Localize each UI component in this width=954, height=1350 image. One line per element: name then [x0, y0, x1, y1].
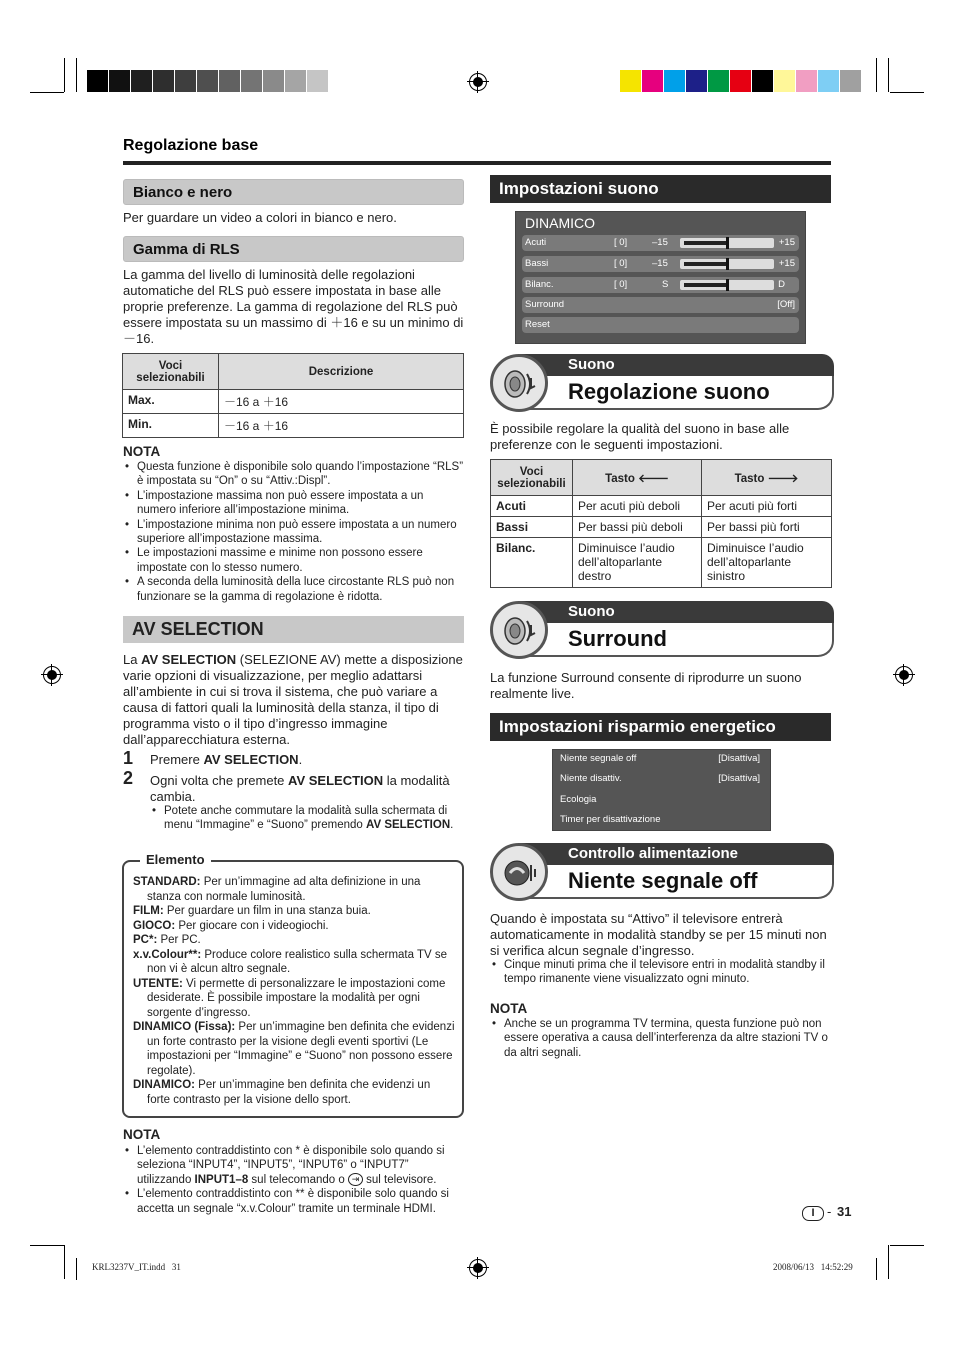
color-swatch [109, 70, 131, 92]
av-notes [123, 1144, 464, 1216]
file-slug: KRL3237V_IT.indd 31 [92, 1262, 181, 1272]
crop-mark [30, 92, 64, 93]
color-swatch [263, 70, 285, 92]
color-swatch [175, 70, 197, 92]
table-cell: －16 a ＋16 [219, 414, 464, 438]
osd-slider [680, 238, 774, 248]
osd-value: [ 0] [614, 258, 628, 269]
color-swatch [197, 70, 219, 92]
heading-av-selection: AV SELECTION [123, 616, 464, 643]
color-swatch [818, 70, 840, 92]
osd-label: Reset [525, 319, 550, 330]
crop-mark [876, 58, 877, 92]
color-swatch [752, 70, 774, 92]
nota-label: NOTA [123, 444, 161, 459]
osd-label: Bilanc. [525, 279, 554, 290]
subheading-gamma-rls: Gamma di RLS [123, 236, 464, 262]
table-cell: Per acuti più forti [702, 496, 832, 517]
arrow-right-icon: 🡒 [767, 472, 799, 485]
sound-table [490, 459, 832, 588]
osd-row-bilanc [522, 277, 799, 293]
osd-min: S [662, 279, 669, 290]
registration-mark-icon [469, 73, 487, 91]
nota-label: NOTA [123, 1127, 161, 1142]
color-swatch [642, 70, 664, 92]
osd-row: Niente segnale off [Disattiva] [560, 753, 760, 764]
list-item: • Potete anche commutare la modalità sulla schermata di menu “Immagine” e “Suono” premendo AV SELECTION. [150, 804, 464, 833]
gamma-notes [123, 460, 464, 604]
osd-sound-menu [515, 211, 806, 344]
table-cell: Bassi [491, 517, 573, 538]
registration-mark-icon [895, 666, 913, 684]
osd-row: Timer per disattivazione [560, 814, 661, 825]
color-swatch [796, 70, 818, 92]
list-item: FILM: Per guardare un film in una stanza buia. [133, 905, 371, 917]
list-item: • Anche se un programma TV termina, questa funzione può non essere operativa a causa dell’interferenza da altre stazioni TV o da altri segnali. [490, 1017, 831, 1060]
reg-suono-text: È possibile regolare la qualità del suono in base alle preferenze con le seguenti impostazioni. [490, 421, 790, 452]
language-badge: I [802, 1206, 824, 1221]
pill-title: Surround [518, 623, 834, 657]
list-item: • L’elemento contraddistinto con ** è disponibile solo quando si accetta un segnale “x.v.Colour” tramite un terminale HDMI. [123, 1187, 464, 1216]
print-date: 2008/06/13 14:52:29 [773, 1262, 853, 1272]
table-cell: Diminuisce l’audio dell’altoparlante destro [573, 538, 702, 588]
list-item: DINAMICO (Fissa): Per un’immagine ben definita che evidenzi un forte contrasto per la visione degli eventi sportivi (Le impostazioni per “Immagine” e “Suono” non possono essere regolate). [133, 1021, 455, 1077]
list-item: • L’impostazione massima non può essere impostata a un numero inferiore all’impostazione minima. [123, 489, 464, 518]
color-swatch [686, 70, 708, 92]
pill-title: Niente segnale off [518, 865, 834, 899]
table-header: Voci selezionabili [491, 460, 573, 496]
gray-calibration-bar [87, 70, 351, 92]
table-cell: Per bassi più deboli [573, 517, 702, 538]
gamma-text: La gamma del livello di luminosità delle regolazioni automatiche del RLS può essere impostata in base alle proprie preferenze. La gamma di regolazione del RLS può essere impostata su un massimo di ＋16 e su un minimo di －16. [123, 267, 464, 346]
crop-mark [64, 58, 65, 92]
osd-slider [680, 259, 774, 269]
color-swatch [285, 70, 307, 92]
niente-nota [490, 1017, 831, 1060]
power-control-icon [490, 843, 548, 901]
color-swatch [774, 70, 796, 92]
table-header: Descrizione [219, 354, 464, 390]
table-cell: Per bassi più forti [702, 517, 832, 538]
osd-row-bassi [522, 256, 799, 272]
osd-value: [ 0] [614, 279, 628, 290]
step-number: 1 [123, 748, 134, 768]
pill-niente-segnale-off [490, 843, 834, 901]
crop-mark [876, 1258, 877, 1280]
color-swatch [87, 70, 109, 92]
color-swatch [153, 70, 175, 92]
header-rule [123, 161, 831, 165]
color-calibration-bar [620, 70, 862, 92]
input-icon: ⇥ [348, 1173, 363, 1186]
niente-bullet [490, 958, 831, 987]
page-number: 31 [837, 1204, 852, 1219]
osd-title: DINAMICO [525, 215, 595, 231]
osd-row-acuti [522, 235, 799, 251]
subheading-bianco-nero: Bianco e nero [123, 179, 464, 205]
step-2-text: Ogni volta che premete AV SELECTION la modalità cambia. [150, 773, 450, 804]
crop-mark [64, 1245, 65, 1279]
section-header: Regolazione base [123, 137, 259, 154]
crop-mark [76, 58, 77, 92]
osd-label: Surround [525, 299, 565, 310]
niente-text: Quando è impostata su “Attivo” il televisore entrerà automaticamente in modalità standby se per 15 minuti non si verifica alcun segnale d’ingresso. [490, 911, 827, 958]
color-swatch [241, 70, 263, 92]
surround-text: La funzione Surround consente di riprodurre un suono realmente live. [490, 670, 802, 701]
heading-impostazioni-suono: Impostazioni suono [490, 175, 831, 203]
crop-mark [888, 1245, 889, 1279]
list-item: • Cinque minuti prima che il televisore entri in modalità standby il tempo rimanente viene visualizzato ogni minuto. [490, 958, 831, 987]
color-swatch [840, 70, 862, 92]
osd-label: Bassi [525, 258, 549, 269]
table-header: Voci selezionabili [123, 354, 219, 390]
osd-min: –15 [652, 258, 668, 269]
elemento-box [122, 852, 464, 1118]
osd-max: +15 [778, 237, 795, 248]
heading-risparmio-energetico: Impostazioni risparmio energetico [490, 713, 831, 741]
speaker-icon [490, 354, 548, 412]
crop-mark [890, 1245, 924, 1246]
osd-row-surround [522, 297, 799, 313]
list-item: GIOCO: Per giocare con i videogiochi. [133, 919, 329, 932]
av-intro: La AV SELECTION (SELEZIONE AV) mette a disposizione varie opzioni di visualizzazione, per meglio adattarsi all’ambiente in cui si trova il sistema, che può variare a causa di fattori quali la luminosità della stanza, il tipo di programma visto o il tipo d’ingresso immagine dall’apparecchiatura esterna. [123, 652, 463, 747]
osd-row: Ecologia [560, 794, 597, 805]
table-cell: Max. [123, 390, 219, 414]
step-2-note [150, 804, 464, 833]
table-cell: Per acuti più deboli [573, 496, 702, 517]
pill-category: Suono [518, 601, 834, 623]
crop-mark [888, 58, 889, 92]
bianco-text: Per guardare un video a colori in bianco e nero. [123, 210, 397, 225]
osd-max: D [778, 279, 785, 290]
pill-regolazione-suono [490, 354, 834, 412]
crop-mark [890, 92, 924, 93]
color-swatch [219, 70, 241, 92]
color-swatch [708, 70, 730, 92]
table-cell: Bilanc. [491, 538, 573, 588]
table-cell: Acuti [491, 496, 573, 517]
table-header: Tasto 🡒 [702, 460, 832, 496]
list-item: UTENTE: Vi permette di personalizzare le impostazioni come desiderate. È possibile impostare la modalità per ogni sorgente d’ingresso. [133, 977, 446, 1019]
osd-value: [Off] [777, 299, 795, 310]
table-header: Tasto 🡐 [573, 460, 702, 496]
osd-label: Acuti [525, 237, 547, 248]
elemento-label: Elemento [140, 852, 211, 867]
crop-mark [76, 1258, 77, 1280]
pill-category: Suono [518, 354, 834, 376]
table-cell: Diminuisce l’audio dell’altoparlante sinistro [702, 538, 832, 588]
pill-category: Controllo alimentazione [518, 843, 834, 865]
list-item: x.v.Colour**: Produce colore realistico sulla schermata TV se non vi è alcun altro segnale. [133, 948, 448, 975]
osd-row-reset [522, 317, 799, 333]
registration-mark-icon [43, 666, 61, 684]
nota-label: NOTA [490, 1001, 528, 1016]
table-cell: Min. [123, 414, 219, 438]
crop-mark [30, 1245, 64, 1246]
registration-mark-icon [469, 1259, 487, 1277]
speaker-icon [490, 601, 548, 659]
step-1-text: Premere AV SELECTION. [150, 752, 303, 767]
list-item: • L’elemento contraddistinto con * è disponibile solo quando si seleziona “INPUT4”, “INPUT5”, “INPUT6” o “INPUT7” utilizzando INPUT1–8 sul telecomando o ⇥ sul televisore. [123, 1144, 464, 1187]
list-item: • A seconda della luminosità della luce circostante RLS può non funzionare se la gamma di regolazione è ridotta. [123, 575, 464, 604]
list-item: PC*: Per PC. [133, 934, 201, 946]
list-item: • Le impostazioni massime e minime non possono essere impostate con lo stesso numero. [123, 546, 464, 575]
page-sep: - [827, 1204, 832, 1219]
list-item: • Questa funzione è disponibile solo quando l’impostazione “RLS” è impostata su “On” o su “Attiv.:Displ”. [123, 460, 464, 489]
osd-min: –15 [652, 237, 668, 248]
osd-max: +15 [778, 258, 795, 269]
color-swatch [329, 70, 351, 92]
osd-slider [680, 280, 774, 290]
color-swatch [730, 70, 752, 92]
list-item: STANDARD: Per un’immagine ad alta definizione in una stanza con normale luminosità. [133, 876, 421, 903]
color-swatch [131, 70, 153, 92]
osd-energy-menu [552, 749, 771, 831]
list-item: DINAMICO: Per un’immagine ben definita che evidenzi un forte contrasto per la visione dello sport. [133, 1079, 431, 1106]
pill-surround [490, 601, 834, 659]
arrow-left-icon: 🡐 [638, 472, 669, 485]
pill-title: Regolazione suono [518, 376, 834, 410]
color-swatch [307, 70, 329, 92]
color-swatch [620, 70, 642, 92]
rls-table [122, 353, 464, 438]
list-item: • L’impostazione minima non può essere impostata a un numero superiore all’impostazione massima. [123, 518, 464, 547]
color-swatch [664, 70, 686, 92]
step-number: 2 [123, 768, 134, 788]
osd-row: Niente disattiv. [Disattiva] [560, 773, 760, 784]
table-cell: －16 a ＋16 [219, 390, 464, 414]
osd-value: [ 0] [614, 237, 628, 248]
